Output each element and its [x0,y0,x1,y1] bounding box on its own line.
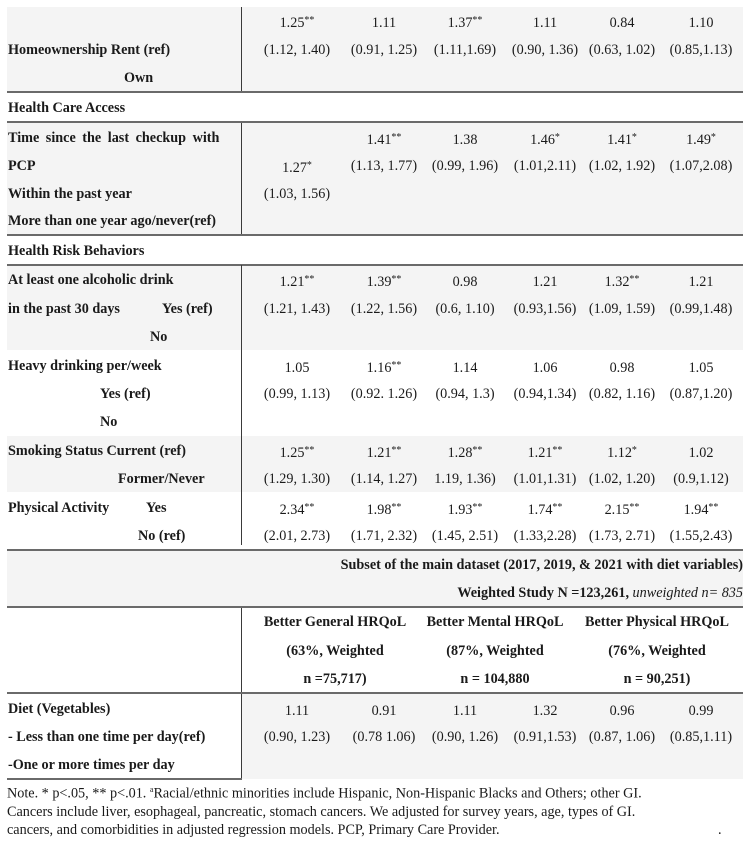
significance-marker: ** [472,445,483,456]
column-divider [241,123,242,234]
estimate-value: 1.38 [452,132,478,148]
confidence-interval-cell: (1.02, 1.92) [588,158,656,174]
confidence-interval-cell: (1.22, 1.56) [350,301,418,317]
pcp-label: PCP [8,158,36,174]
confidence-interval-cell: (1.71, 2.32) [350,528,418,544]
confidence-interval-cell: (0.90, 1.23) [263,729,331,745]
column-divider [241,436,242,492]
alcohol-yes-ref-label: Yes (ref) [162,301,213,317]
header-mental-weighted: (87%, Weighted [446,643,544,659]
note-footnote-marker: a [149,785,154,794]
confidence-interval-cell: (1.13, 1.77) [350,158,418,174]
confidence-interval-cell: (0.92. 1.26) [350,386,418,402]
estimate-value: 1.25 [279,445,305,461]
estimate-value: 1.94 [683,502,709,518]
estimate-cell [505,7,585,35]
alcohol-no-label: No [150,329,168,345]
diet-less-than-one-label: - Less than one time per day(ref) [8,729,206,745]
diet-label: Diet (Vegetables) [8,701,111,717]
estimate-value: 1.14 [452,360,478,376]
significance-marker: * [631,132,637,143]
significance-marker: * [710,132,716,143]
estimate-value: 0.96 [609,703,635,719]
estimate-cell [257,7,337,35]
confidence-interval-cell: (0.87, 1.06) [588,729,656,745]
estimate-cell [505,695,585,723]
estimate-cell [344,266,424,294]
estimate-value: 1.41 [366,132,392,148]
header-general-n: n =75,717) [303,671,367,687]
note-adjustment: cancers, and comorbidities in adjusted regression models. PCP, Primary Care Provider. [7,822,500,839]
confidence-interval-cell: (0.99, 1.13) [263,386,331,402]
header-mental-hrqol: Better Mental HRQoL [426,614,564,630]
heavy-drinking-label: Heavy drinking per/week [8,358,162,374]
diet-one-or-more-label: -One or more times per day [8,757,175,773]
estimate-cell [425,695,505,723]
note-line-3 [7,821,743,839]
note-trailing-dot: . [718,822,722,839]
column-divider [241,265,242,545]
estimate-cell [661,7,741,35]
estimate-cell [505,352,585,380]
confidence-interval-cell: (0.85,1.11) [669,729,733,745]
estimate-cell [505,266,585,294]
estimate-cell [505,437,585,465]
estimate-value: 1.39 [366,274,392,290]
confidence-interval-cell: (0.91, 1.25) [350,42,418,58]
estimate-cell [257,494,337,522]
estimate-cell [582,124,662,152]
significance-marker: ** [391,274,402,285]
estimate-cell [582,494,662,522]
note-line-2: Cancers include liver, esophageal, pancreatic, stomach cancers. We adjusted for survey years, age, types of GI. [7,804,636,821]
significance-marker: ** [472,502,483,513]
more-than-one-year-label: More than one year ago/never(ref) [8,213,217,229]
estimate-value: 1.05 [284,360,310,376]
estimate-value: 1.11 [284,703,310,719]
estimate-value: 0.84 [609,15,635,31]
significance-marker: ** [304,502,315,513]
confidence-interval-cell: (0.90, 1.36) [511,42,579,58]
estimate-cell [257,352,337,380]
estimate-value: 1.49 [686,132,711,148]
estimate-value: 1.21 [688,274,714,290]
confidence-interval-cell: (1.02, 1.20) [588,471,656,487]
unweighted-n-text: unweighted n= 835 [632,585,743,601]
confidence-interval-cell: (1.07,2.08) [669,158,733,174]
estimate-cell [582,437,662,465]
confidence-interval-cell: (1.09, 1.59) [588,301,656,317]
significance-marker: ** [391,502,402,513]
estimate-value: 1.21 [279,274,305,290]
note-significance: Note. * p<.05, ** p<.01. [7,785,150,802]
estimate-value: 1.06 [532,360,558,376]
confidence-interval-cell: (0.99,1.48) [669,301,733,317]
significance-marker: ** [391,132,402,143]
header-physical-n: n = 90,251) [623,671,691,687]
estimate-value: 1.21 [366,445,392,461]
estimate-cell [505,124,585,152]
estimate-cell [425,437,505,465]
confidence-interval-cell: (1.12, 1.40) [263,42,331,58]
significance-marker: ** [708,502,719,513]
estimate-value: 1.32 [532,703,558,719]
smoking-label: Smoking Status Current (ref) [8,443,187,459]
estimate-value: 1.11 [371,15,397,31]
checkup-label: Time since the last checkup with [8,130,220,146]
confidence-interval-cell: (0.99, 1.96) [431,158,499,174]
significance-marker: ** [552,502,563,513]
header-mental-n: n = 104,880 [460,671,530,687]
estimate-cell [661,124,741,152]
estimate-value: 0.91 [371,703,397,719]
confidence-interval-cell: (0.91,1.53) [513,729,577,745]
estimate-cell [425,266,505,294]
physical-no-ref-label: No (ref) [138,528,186,544]
confidence-interval-cell: (1.03, 1.56) [263,186,331,202]
confidence-interval-cell: (0.94,1.34) [513,386,577,402]
estimate-cell [661,352,741,380]
note-racial-ethnic: Racial/ethnic minorities include Hispanic, Non-Hispanic Blacks and Others; other GI. [153,785,642,802]
estimate-cell [582,352,662,380]
row-rule [7,778,242,780]
estimate-cell [257,695,337,723]
estimate-value: 1.93 [447,502,473,518]
significance-marker: * [631,445,637,456]
confidence-interval-cell: (1.14, 1.27) [350,471,418,487]
estimate-value: 1.05 [688,360,714,376]
subset-title: Subset of the main dataset (2017, 2019, & 2021 with diet variables) [340,557,743,573]
confidence-interval-cell: (0.78 1.06) [352,729,416,745]
physical-activity-label: Physical Activity [8,500,110,516]
estimate-cell [344,695,424,723]
significance-marker: * [554,132,560,143]
estimate-value: 1.27 [282,160,307,176]
header-general-weighted: (63%, Weighted [286,643,384,659]
estimate-value: 1.28 [447,445,473,461]
estimate-value: 1.16 [366,360,392,376]
alcohol-label: At least one alcoholic drink [8,272,174,288]
estimate-cell [582,7,662,35]
estimate-cell [661,494,741,522]
estimate-cell [344,437,424,465]
estimate-value: 1.25 [279,15,305,31]
estimate-value: 1.37 [447,15,473,31]
confidence-interval-cell: (1.11,1.69) [433,42,497,58]
estimate-value: 1.41 [607,132,632,148]
estimate-cell [257,437,337,465]
estimate-value: 1.74 [527,502,553,518]
within-past-year-label: Within the past year [8,186,132,202]
confidence-interval-cell: (0.93,1.56) [513,301,577,317]
significance-marker: ** [304,15,315,26]
estimate-value: 1.46 [530,132,555,148]
estimate-value: 0.98 [609,360,635,376]
own-label: Own [124,70,154,86]
estimate-value: 1.32 [604,274,630,290]
confidence-interval-cell: (0.85,1.13) [669,42,733,58]
estimate-value: 2.15 [604,502,630,518]
weighted-n-text: Weighted Study N =123,261, [457,585,633,601]
confidence-interval-cell: (1.01,2.11) [513,158,577,174]
estimate-value: 1.02 [688,445,714,461]
confidence-interval-cell: (0.9,1.12) [673,471,729,487]
row-rule [7,234,743,236]
confidence-interval-cell: (1.73, 2.71) [588,528,656,544]
estimate-cell [661,266,741,294]
subset-weighted-n [457,579,743,607]
significance-marker: ** [629,502,640,513]
physical-yes-label: Yes [146,500,167,516]
estimate-cell [505,494,585,522]
estimate-cell [257,266,337,294]
header-general-hrqol: Better General HRQoL [263,614,407,630]
significance-marker: ** [552,445,563,456]
estimate-value: 1.98 [366,502,392,518]
section-health-risk-behaviors: Health Risk Behaviors [8,243,145,259]
header-physical-hrqol: Better Physical HRQoL [585,614,729,630]
former-never-label: Former/Never [118,471,205,487]
confidence-interval-cell: (0.94, 1.3) [435,386,495,402]
confidence-interval-cell: 1.19, 1.36) [434,471,496,487]
estimate-cell [425,7,505,35]
estimate-cell [425,124,505,152]
estimate-cell [344,7,424,35]
significance-marker: ** [391,445,402,456]
estimate-cell [661,437,741,465]
estimate-value: 1.11 [452,703,478,719]
estimate-cell [582,266,662,294]
row-rule [7,91,743,93]
confidence-interval-cell: (0.90, 1.26) [431,729,499,745]
heavy-no-label: No [100,414,118,430]
confidence-interval-cell: (2.01, 2.73) [263,528,331,544]
estimate-value: 0.99 [688,703,714,719]
column-divider [241,7,242,92]
confidence-interval-cell: (1.01,1.31) [513,471,577,487]
header-physical-weighted: (76%, Weighted [608,643,706,659]
estimate-value: 1.10 [688,15,714,31]
estimate-value: 1.12 [607,445,632,461]
estimate-cell [425,494,505,522]
note-line-1 [7,781,743,803]
significance-marker: ** [629,274,640,285]
estimate-cell [661,695,741,723]
confidence-interval-cell: (0.63, 1.02) [588,42,656,58]
estimate-value: 1.21 [532,274,558,290]
heavy-yes-ref-label: Yes (ref) [100,386,151,402]
confidence-interval-cell: (1.55,2.43) [669,528,733,544]
significance-marker: * [306,160,312,171]
table-note [7,781,743,840]
estimate-value: 2.34 [279,502,305,518]
past-30-days-label: in the past 30 days [8,301,120,317]
significance-marker: ** [304,445,315,456]
confidence-interval-cell: (1.33,2.28) [513,528,577,544]
confidence-interval-cell: (1.29, 1.30) [263,471,331,487]
estimate-value: 1.21 [527,445,553,461]
confidence-interval-cell: (0.87,1.20) [669,386,733,402]
homeownership-label: Homeownership Rent (ref) [8,42,171,58]
estimate-cell [344,494,424,522]
estimate-value: 1.11 [532,15,558,31]
significance-marker: ** [391,360,402,371]
estimate-value: 0.98 [452,274,478,290]
estimate-cell [344,352,424,380]
significance-marker: ** [304,274,315,285]
confidence-interval-cell: (1.45, 2.51) [431,528,499,544]
estimate-cell [425,352,505,380]
confidence-interval-cell: (0.6, 1.10) [435,301,495,317]
section-health-care-access: Health Care Access [8,100,126,116]
estimate-cell [344,124,424,152]
estimate-cell [582,695,662,723]
confidence-interval-cell: (1.21, 1.43) [263,301,331,317]
estimate-cell [257,152,337,180]
confidence-interval-cell: (0.82, 1.16) [588,386,656,402]
significance-marker: ** [472,15,483,26]
